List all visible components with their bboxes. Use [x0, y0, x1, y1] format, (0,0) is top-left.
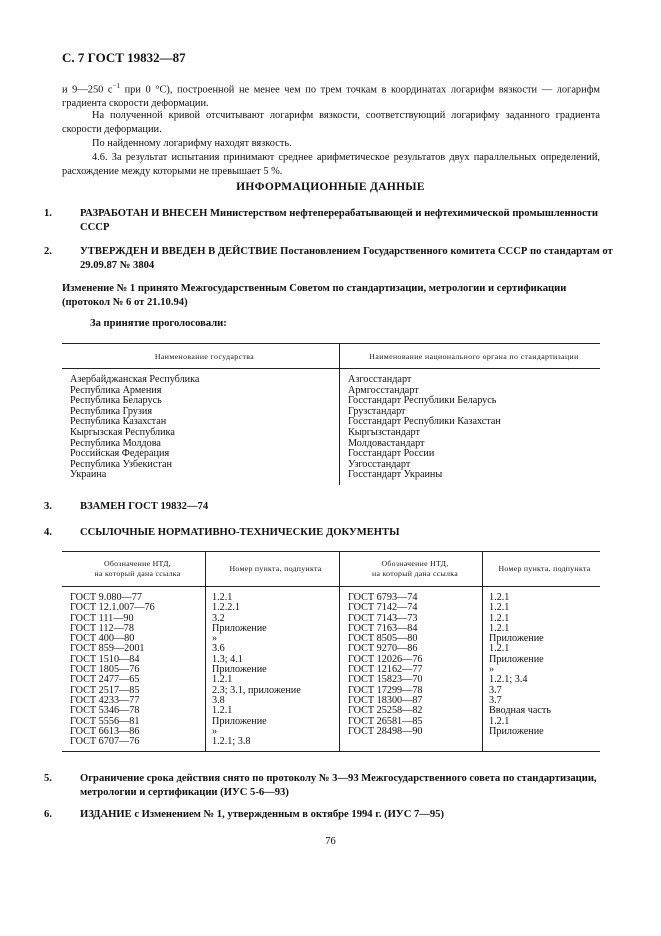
- table-row: [62, 470, 600, 485]
- table-row: [62, 655, 600, 665]
- table-row: [62, 369, 600, 386]
- body-cell: Кыргызстандарт: [348, 426, 420, 438]
- clause-cell: Приложение: [206, 717, 340, 727]
- ntd-cell: ГОСТ 112—78: [62, 624, 206, 634]
- clause-cell: 3.2: [206, 614, 340, 624]
- table-row: [62, 675, 600, 685]
- ntd-cell: ГОСТ 7163—84: [340, 624, 483, 634]
- table-row: [62, 428, 600, 439]
- clause-cell: »: [206, 727, 340, 737]
- paragraph-text-rest: при 0 °С), построенной не менее чем по трем точкам в координатах логарифм вязкости — логарифм градиента скорости деформации.: [62, 84, 600, 110]
- ntd-cell: ГОСТ 8505—80: [340, 634, 483, 644]
- state-cell: Республика Узбекистан: [62, 460, 340, 471]
- paragraph-viscosity-method: [62, 79, 600, 111]
- state-cell: Азербайджанская Республика: [62, 369, 340, 386]
- state-cell: Республика Беларусь: [62, 396, 340, 407]
- item-number: 1.: [44, 208, 52, 219]
- ntd-cell: ГОСТ 12.1.007—76: [62, 603, 206, 613]
- references-table: [62, 551, 600, 752]
- state-cell: Республика Молдова: [62, 439, 340, 450]
- clause-cell: 1.2.1: [489, 602, 510, 614]
- clause-cell: »: [489, 664, 495, 676]
- item-text: УТВЕРЖДЕН И ВВЕДЕН В ДЕЙСТВИЕ Постановлением Государственного комитета СССР по стандартам от 29.09.87 № 3804: [80, 246, 613, 271]
- item-number: 5.: [44, 773, 52, 784]
- body-cell: Азгосстандарт: [348, 374, 412, 385]
- ntd-cell: ГОСТ 6793—74: [340, 587, 483, 604]
- state-cell: Республика Армения: [62, 386, 340, 397]
- table-row: [62, 727, 600, 737]
- ntd-cell: ГОСТ 6613—86: [62, 727, 206, 737]
- body-cell: Армгосстандарт: [348, 384, 419, 396]
- clause-cell: Приложение: [489, 653, 544, 665]
- clause-cell: 1.2.1: [489, 643, 510, 655]
- clause-cell: Вводная часть: [489, 705, 551, 717]
- column-header-clause-right: Номер пункта, подпункта: [483, 552, 601, 587]
- ntd-cell: ГОСТ 859—2001: [62, 644, 206, 654]
- state-cell: Республика Казахстан: [62, 417, 340, 428]
- paragraph-viscosity: По найденному логарифму находят вязкость.: [92, 138, 292, 149]
- clause-cell: 1.2.1: [206, 675, 340, 685]
- ntd-cell: ГОСТ 9270—86: [340, 644, 483, 654]
- table-row: [62, 603, 600, 613]
- state-cell: Российская Федерация: [62, 449, 340, 460]
- ntd-cell: ГОСТ 15823—70: [340, 675, 483, 685]
- column-header-body: Наименование национального органа по стандартизации: [340, 344, 601, 369]
- header-line: Обозначение НТД,: [103, 559, 171, 568]
- clause-cell: 1.2.1: [489, 612, 510, 624]
- clause-cell: 2.3; 3.1, приложение: [206, 686, 340, 696]
- body-cell: Узгосстандарт: [348, 458, 411, 470]
- table-row: [62, 460, 600, 471]
- item-text: ВЗАМЕН ГОСТ 19832—74: [80, 501, 209, 512]
- paragraph-curve: На полученной кривой отсчитывают логарифм вязкости, соответствующий логарифму заданного градиента скорости деформации.: [62, 110, 600, 135]
- state-cell: Украина: [62, 470, 340, 485]
- table-row: [62, 706, 600, 716]
- ntd-cell: ГОСТ 6707—76: [62, 737, 206, 752]
- clause-cell: 1.2.1: [489, 592, 510, 603]
- ntd-cell: ГОСТ 9.080—77: [62, 587, 206, 604]
- clause-cell: Приложение: [489, 725, 544, 737]
- ntd-cell: ГОСТ 26581—85: [340, 717, 483, 727]
- clause-cell: 1.2.1; 3.8: [206, 737, 340, 752]
- clause-cell: 3.8: [206, 696, 340, 706]
- clause-cell: Приложение: [206, 665, 340, 675]
- column-header-ntd-left: [62, 552, 206, 587]
- ntd-cell: ГОСТ 2517—85: [62, 686, 206, 696]
- clause-cell: 1.2.1: [489, 715, 510, 727]
- info-item-2: [44, 245, 618, 273]
- table-row: [62, 737, 600, 752]
- clause-cell: 1.2.2.1: [206, 603, 340, 613]
- ntd-cell: ГОСТ 12026—76: [340, 655, 483, 665]
- body-cell: Молдовастандарт: [348, 437, 425, 449]
- clause-cell: [483, 737, 601, 752]
- references-table-header: [62, 552, 600, 587]
- item-text: РАЗРАБОТАН И ВНЕСЕН Министерством нефтеперерабатывающей и нефтехимической промышленности СССР: [80, 208, 598, 233]
- superscript: −1: [112, 82, 120, 90]
- body-cell: Госстандарт России: [348, 448, 435, 460]
- info-item-4: [44, 526, 618, 540]
- clause-cell: 1.3; 4.1: [206, 655, 340, 665]
- clause-cell: Приложение: [206, 624, 340, 634]
- column-header-clause-left: Номер пункта, подпункта: [206, 552, 340, 587]
- change-note: Изменение № 1 принято Межгосударственным Советом по стандартизации, метрологии и сертификации (протокол № 6 от 21.10.94): [62, 283, 567, 308]
- column-header-state: Наименование государства: [62, 344, 340, 369]
- item-number: 2.: [44, 246, 52, 257]
- ntd-cell: ГОСТ 2477—65: [62, 675, 206, 685]
- table-row: [62, 614, 600, 624]
- state-cell: Республика Грузия: [62, 407, 340, 418]
- clause-cell: 1.2.1: [489, 622, 510, 634]
- ntd-cell: ГОСТ 5556—81: [62, 717, 206, 727]
- paragraph-text: и 9—250 с: [62, 84, 113, 96]
- ntd-cell: ГОСТ 12162—77: [340, 665, 483, 675]
- ntd-cell: ГОСТ 1510—84: [62, 655, 206, 665]
- info-item-3: [44, 500, 618, 514]
- clause-cell: 1.2.1: [206, 706, 340, 716]
- voted-label: За принятие проголосовали:: [90, 318, 227, 329]
- ntd-cell: ГОСТ 18300—87: [340, 696, 483, 706]
- body-cell: Госстандарт Республики Беларусь: [348, 395, 497, 407]
- section-title: ИНФОРМАЦИОННЫЕ ДАННЫЕ: [236, 181, 425, 193]
- page-header: С. 7 ГОСТ 19832—87: [62, 50, 186, 65]
- clause-cell: 3.7: [489, 684, 502, 696]
- ntd-cell: ГОСТ 4233—77: [62, 696, 206, 706]
- body-cell: Госстандарт Республики Казахстан: [348, 416, 501, 428]
- clause-cell: Приложение: [489, 633, 544, 645]
- table-row: [62, 686, 600, 696]
- page-number: 76: [325, 836, 336, 847]
- clause-cell: 3.7: [489, 694, 502, 706]
- ntd-cell: ГОСТ 7142—74: [340, 603, 483, 613]
- clause-cell: 1.2.1: [206, 587, 340, 604]
- body-cell: Грузстандарт: [348, 405, 406, 417]
- item-number: 3.: [44, 501, 52, 512]
- state-cell: Кыргызская Республика: [62, 428, 340, 439]
- paragraph-result: 4.6. За результат испытания принимают среднее арифметическое результатов двух параллельных определений, расхождение между которыми не превышает 5 %.: [62, 152, 600, 177]
- item-text: ССЫЛОЧНЫЕ НОРМАТИВНО-ТЕХНИЧЕСКИЕ ДОКУМЕНТЫ: [80, 527, 400, 538]
- ntd-cell: ГОСТ 400—80: [62, 634, 206, 644]
- ntd-cell: ГОСТ 25258—82: [340, 706, 483, 716]
- clause-cell: »: [206, 634, 340, 644]
- ntd-cell: ГОСТ 28498—90: [340, 727, 483, 737]
- clause-cell: 3.6: [206, 644, 340, 654]
- header-line: на который дана ссылка: [371, 569, 459, 578]
- item-number: 6.: [44, 809, 52, 820]
- ntd-cell: ГОСТ 1805—76: [62, 665, 206, 675]
- header-line: Обозначение НТД,: [381, 559, 449, 568]
- info-item-6: [44, 808, 618, 822]
- header-line: на который дана ссылка: [94, 569, 181, 578]
- clause-cell: 1.2.1; 3.4: [489, 674, 528, 686]
- states-table-header: [62, 344, 600, 369]
- ntd-cell: ГОСТ 111—90: [62, 614, 206, 624]
- column-header-ntd-right: [340, 552, 483, 587]
- info-item-5: [44, 772, 618, 800]
- table-row: [62, 587, 600, 604]
- ntd-cell: ГОСТ 7143—73: [340, 614, 483, 624]
- ntd-cell: ГОСТ 17299—78: [340, 686, 483, 696]
- info-item-1: [44, 207, 618, 235]
- item-number: 4.: [44, 527, 52, 538]
- states-table: [62, 343, 600, 485]
- item-text: Ограничение срока действия снято по протоколу № 3—93 Межгосударственного совета по стандартизации, метрологии и сертификации (ИУС 5-6—93): [80, 773, 597, 798]
- body-cell: Госстандарт Украины: [348, 469, 443, 481]
- ntd-cell: ГОСТ 5346—78: [62, 706, 206, 716]
- item-text: ИЗДАНИЕ с Изменением № 1, утвержденным в октябре 1994 г. (ИУС 7—95): [80, 809, 445, 820]
- ntd-cell: [340, 737, 483, 752]
